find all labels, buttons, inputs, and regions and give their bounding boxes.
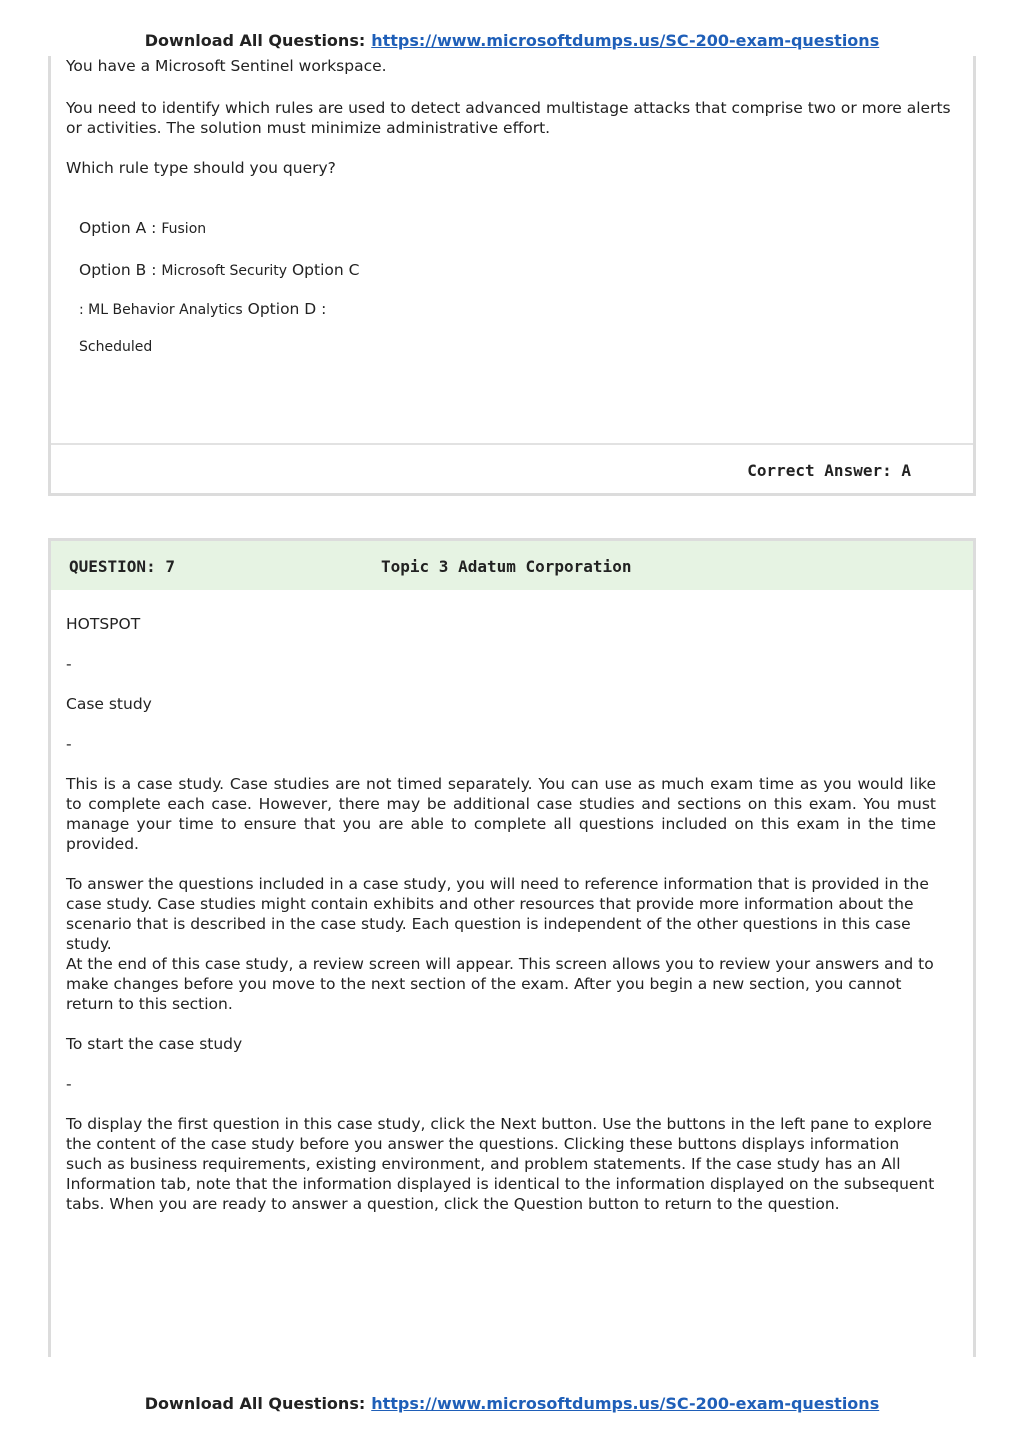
answer-divider [51, 443, 973, 445]
download-label: Download All Questions: [144, 1394, 366, 1413]
paragraph: To display the first question in this case study, click the Next button. Use the buttons in the left pane to explore the content of the case study before you answer the questions. Clicking these buttons displays information such as business requirements, existing environment, and problem statements. If the case study has an All Information tab, note that the information displayed is identical to the information displayed on the subsequent tabs. When you are ready to answer a question, click the Question button to return to the question. [66, 1115, 935, 1213]
question-topic: Topic 3 Adatum Corporation [381, 557, 632, 576]
option-d-label: Option D : [247, 300, 327, 318]
question-text-line: You have a Microsoft Sentinel workspace. [66, 57, 387, 75]
paragraph: This is a case study. Case studies are not timed separately. You can use as much exam time as you would like to complete each case. However, there may be additional case studies and sections on this exam. You must manage your time to ensure that you are able to complete all questions included on this exam in the time provided. [66, 775, 936, 853]
download-label: Download All Questions: [144, 31, 366, 50]
download-link[interactable]: https://www.microsoftdumps.us/SC-200-exam-questions [371, 1394, 880, 1413]
paragraph: HOTSPOT [66, 615, 141, 633]
option-c-label: Option C [291, 261, 360, 279]
option-a-text: Fusion [161, 221, 207, 237]
paragraph: - [66, 655, 72, 673]
option-c[interactable] [79, 299, 326, 320]
question-card-7 [48, 538, 976, 1357]
paragraph: To start the case study [66, 1035, 243, 1053]
download-link[interactable]: https://www.microsoftdumps.us/SC-200-exam-questions [371, 31, 880, 50]
option-c-prefix: : [79, 302, 89, 318]
question-card-6 [48, 56, 976, 496]
option-d-text: Scheduled [79, 339, 153, 355]
download-banner-top [0, 31, 1024, 50]
question-header [51, 541, 973, 590]
paragraph: To answer the questions included in a case study, you will need to reference information that is provided in the case study. Case studies might contain exhibits and other resources that provide more information about the scenario that is described in the case study. Each question is independent of the other questions in this case study. [66, 875, 929, 953]
paragraph: - [66, 735, 72, 753]
option-a[interactable] [79, 218, 206, 239]
question-text-line: You need to identify which rules are used to detect advanced multistage attacks that comprise two or more alerts or activities. The solution must minimize administrative effort. [66, 99, 951, 137]
question-prompt: Which rule type should you query? [66, 159, 336, 177]
option-b-label: Option B : [79, 261, 162, 279]
correct-answer: Correct Answer: A [747, 461, 911, 480]
option-b[interactable] [79, 260, 359, 281]
paragraph: At the end of this case study, a review screen will appear. This screen allows you to review your answers and to make changes before you move to the next section of the exam. After you begin a new section, you cannot return to this section. [66, 955, 934, 1013]
option-c-text: ML Behavior Analytics [88, 302, 243, 318]
option-d[interactable] [79, 336, 152, 357]
paragraph: Case study [66, 695, 152, 713]
option-a-label: Option A : [79, 219, 162, 237]
question-number: QUESTION: 7 [69, 557, 175, 576]
option-b-text: Microsoft Security [161, 263, 288, 279]
download-banner-bottom [0, 1394, 1024, 1413]
paragraph: - [66, 1075, 72, 1093]
